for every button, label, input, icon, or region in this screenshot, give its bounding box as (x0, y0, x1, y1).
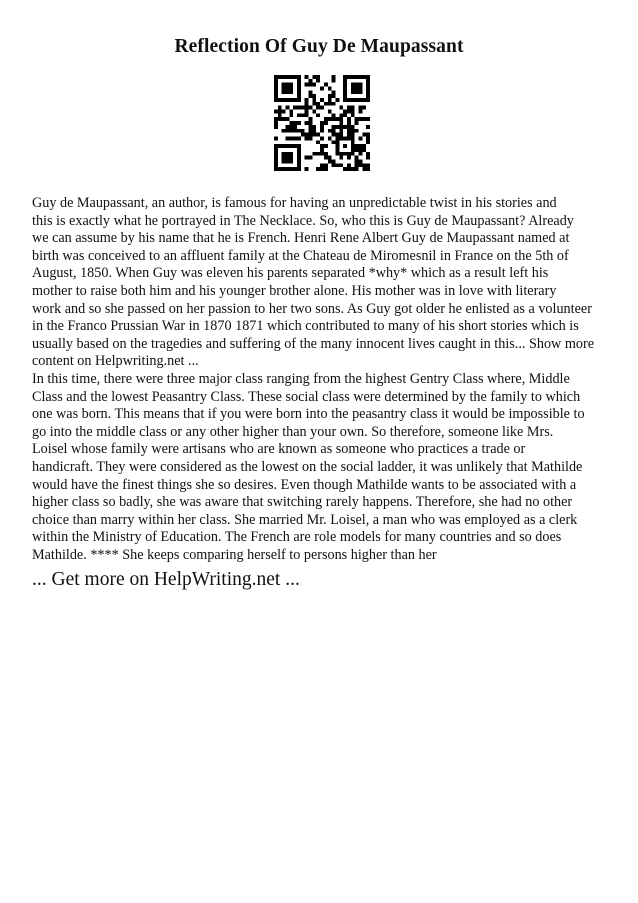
body-paragraph (32, 195, 612, 564)
text-line: in the Franco Prussian War in 1870 1871 which contributed to many of his short stories which is (32, 318, 579, 335)
text-line: we can assume by his name that he is French. Henri Rene Albert Guy de Maupassant named at (32, 230, 570, 247)
text-line: one was born. This means that if you were born into the peasantry class it would be impossible to (32, 406, 585, 423)
document-title: Reflection Of Guy De Maupassant (174, 36, 464, 57)
text-line: August, 1850. When Guy was eleven his parents separated *why* which as a result left his (32, 265, 549, 282)
text-line: usually based on the tragedies and suffering of the many innocent lives caught in this... Show more (32, 335, 594, 352)
text-line: In this time, there were three major class ranging from the highest Gentry Class where, Middle (32, 370, 570, 387)
qr-code (274, 75, 370, 171)
text-line: Class and the lowest Peasantry Class. These social class were determined by the family to which (32, 388, 581, 405)
text-line: within the Ministry of Education. The French are role models for many countries and so does (32, 529, 562, 546)
text-line: birth was conceived to an affluent family at the Chateau de Miromesnil in France on the 5th of (32, 247, 569, 264)
text-line: Mathilde. **** She keeps comparing herself to persons higher than her (32, 546, 437, 563)
get-more-link[interactable]: ... Get more on HelpWriting.net ... (32, 569, 300, 590)
text-line: content on Helpwriting.net ... (32, 353, 199, 370)
text-line: mother to raise both him and his younger brother alone. His mother was in love with literary (32, 282, 557, 299)
text-line: higher class so badly, she was aware that switching rarely happens. Therefore, she had no other (32, 494, 573, 511)
text-line: work and so she passed on her passion to her two sons. As Guy got older he enlisted as a volunteer (32, 300, 592, 317)
text-line: this is exactly what he portrayed in The Necklace. So, who this is Guy de Maupassant? Already (32, 212, 574, 229)
text-line: choice than marry within her class. She married Mr. Loisel, a man who was employed as a clerk (32, 511, 578, 528)
text-line: go into the middle class or any other higher than your own. So therefore, someone like Mrs. (32, 423, 554, 440)
text-line: would have the finest things she so desires. Even though Mathilde wants to be associated with a (32, 476, 577, 493)
text-line: Guy de Maupassant, an author, is famous for having an unpredictable twist in his stories and (32, 195, 557, 211)
text-line: handicraft. They were considered as the lowest on the social ladder, it was unlikely that Mathilde (32, 458, 583, 475)
text-line: Loisel whose family were artisans who are known as someone who practices a trade or (32, 441, 526, 458)
